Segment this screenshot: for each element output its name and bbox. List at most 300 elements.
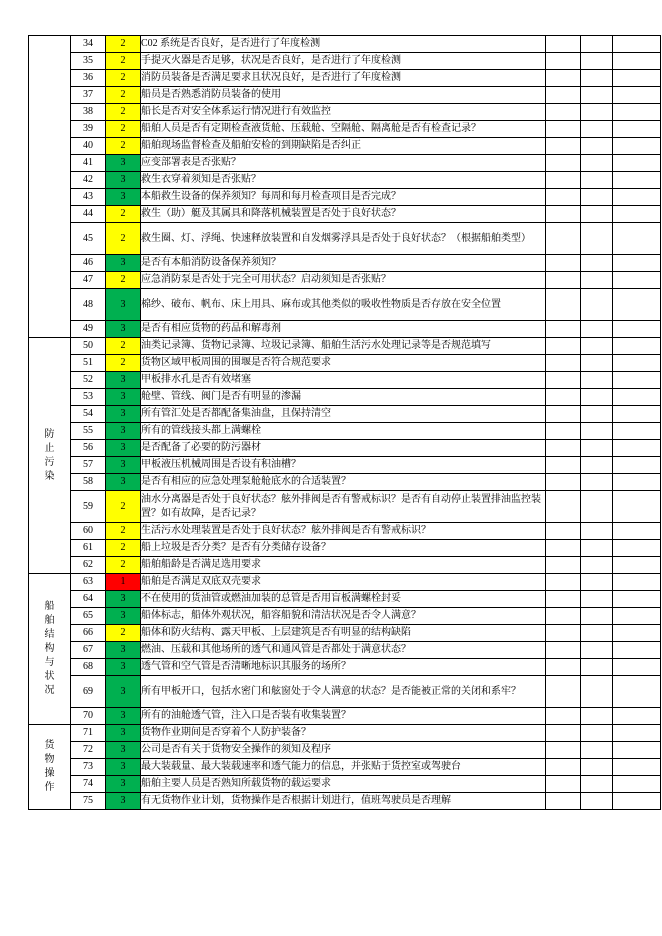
score-cell[interactable]: 2 xyxy=(106,338,141,355)
score-cell[interactable]: 3 xyxy=(106,676,141,708)
empty-cell-5[interactable] xyxy=(546,53,581,70)
empty-cell-5[interactable] xyxy=(546,423,581,440)
empty-cell-6[interactable] xyxy=(581,255,613,272)
empty-cell-7[interactable] xyxy=(613,591,661,608)
empty-cell-6[interactable] xyxy=(581,321,613,338)
empty-cell-6[interactable] xyxy=(581,206,613,223)
empty-cell-7[interactable] xyxy=(613,355,661,372)
empty-cell-6[interactable] xyxy=(581,742,613,759)
empty-cell-7[interactable] xyxy=(613,155,661,172)
empty-cell-5[interactable] xyxy=(546,725,581,742)
table-row[interactable] xyxy=(29,591,661,608)
table-row[interactable] xyxy=(29,423,661,440)
inspection-item-cell[interactable]: 透气管和空气管是否清晰地标识其服务的场所？ xyxy=(141,659,546,676)
empty-cell-5[interactable] xyxy=(546,776,581,793)
empty-cell-5[interactable] xyxy=(546,759,581,776)
empty-cell-6[interactable] xyxy=(581,474,613,491)
empty-cell-7[interactable] xyxy=(613,36,661,53)
inspection-item-cell[interactable]: 救生衣穿着须知是否张贴？ xyxy=(141,172,546,189)
score-cell[interactable]: 2 xyxy=(106,491,141,523)
score-cell[interactable]: 2 xyxy=(106,272,141,289)
category-label: 防止污染 xyxy=(44,428,55,482)
empty-cell-7[interactable] xyxy=(613,321,661,338)
empty-cell-6[interactable] xyxy=(581,104,613,121)
score-cell[interactable]: 2 xyxy=(106,121,141,138)
table-row[interactable] xyxy=(29,793,661,810)
score-cell[interactable]: 3 xyxy=(106,659,141,676)
table-row[interactable] xyxy=(29,372,661,389)
empty-cell-7[interactable] xyxy=(613,742,661,759)
empty-cell-6[interactable] xyxy=(581,36,613,53)
empty-cell-7[interactable] xyxy=(613,138,661,155)
row-number-cell[interactable]: 36 xyxy=(71,70,106,87)
empty-cell-7[interactable] xyxy=(613,457,661,474)
score-cell[interactable]: 2 xyxy=(106,36,141,53)
score-cell[interactable]: 3 xyxy=(106,591,141,608)
empty-cell-7[interactable] xyxy=(613,491,661,523)
table-row[interactable] xyxy=(29,742,661,759)
empty-cell-6[interactable] xyxy=(581,223,613,255)
empty-cell-6[interactable] xyxy=(581,725,613,742)
empty-cell-5[interactable] xyxy=(546,155,581,172)
empty-cell-6[interactable] xyxy=(581,355,613,372)
inspection-item-cell[interactable]: 货物作业期间是否穿着个人防护装备？ xyxy=(141,725,546,742)
empty-cell-7[interactable] xyxy=(613,53,661,70)
inspection-item-cell[interactable]: 舱壁、管线、阀门是否有明显的渗漏 xyxy=(141,389,546,406)
row-number-cell[interactable]: 65 xyxy=(71,608,106,625)
empty-cell-6[interactable] xyxy=(581,172,613,189)
row-number-cell[interactable]: 69 xyxy=(71,676,106,708)
empty-cell-6[interactable] xyxy=(581,557,613,574)
table-row[interactable] xyxy=(29,121,661,138)
inspection-item-cell[interactable]: 应急消防泵是否处于完全可用状态？启动须知是否张贴？ xyxy=(141,272,546,289)
table-row[interactable] xyxy=(29,540,661,557)
empty-cell-7[interactable] xyxy=(613,206,661,223)
empty-cell-7[interactable] xyxy=(613,87,661,104)
table-row[interactable] xyxy=(29,491,661,523)
empty-cell-6[interactable] xyxy=(581,776,613,793)
score-cell[interactable]: 3 xyxy=(106,742,141,759)
empty-cell-5[interactable] xyxy=(546,642,581,659)
empty-cell-7[interactable] xyxy=(613,372,661,389)
empty-cell-6[interactable] xyxy=(581,440,613,457)
row-number-cell[interactable]: 62 xyxy=(71,557,106,574)
empty-cell-7[interactable] xyxy=(613,272,661,289)
empty-cell-7[interactable] xyxy=(613,289,661,321)
row-number-cell[interactable]: 54 xyxy=(71,406,106,423)
empty-cell-5[interactable] xyxy=(546,440,581,457)
empty-cell-7[interactable] xyxy=(613,440,661,457)
empty-cell-5[interactable] xyxy=(546,574,581,591)
row-number-cell[interactable]: 57 xyxy=(71,457,106,474)
inspection-item-cell[interactable]: 是否配备了必要的防污器材 xyxy=(141,440,546,457)
inspection-item-cell[interactable]: 手提灭火器是否足够，状况是否良好，是否进行了年度检测 xyxy=(141,53,546,70)
inspection-item-cell[interactable]: 船舶主要人员是否熟知所载货物的载运要求 xyxy=(141,776,546,793)
empty-cell-6[interactable] xyxy=(581,625,613,642)
empty-cell-7[interactable] xyxy=(613,557,661,574)
table-row[interactable] xyxy=(29,155,661,172)
empty-cell-5[interactable] xyxy=(546,591,581,608)
empty-cell-6[interactable] xyxy=(581,121,613,138)
table-row[interactable] xyxy=(29,189,661,206)
score-cell[interactable]: 3 xyxy=(106,793,141,810)
row-number-cell[interactable]: 35 xyxy=(71,53,106,70)
empty-cell-7[interactable] xyxy=(613,104,661,121)
empty-cell-5[interactable] xyxy=(546,36,581,53)
inspection-item-cell[interactable]: 公司是否有关于货物安全操作的须知及程序 xyxy=(141,742,546,759)
empty-cell-6[interactable] xyxy=(581,87,613,104)
table-row[interactable] xyxy=(29,36,661,53)
row-number-cell[interactable]: 75 xyxy=(71,793,106,810)
score-cell[interactable]: 3 xyxy=(106,423,141,440)
inspection-item-cell[interactable]: 船体和防火结构、露天甲板、上层建筑是否有明显的结构缺陷 xyxy=(141,625,546,642)
inspection-item-cell[interactable]: 货物区域甲板周围的围堰是否符合规范要求 xyxy=(141,355,546,372)
table-row[interactable] xyxy=(29,389,661,406)
score-cell[interactable]: 3 xyxy=(106,708,141,725)
empty-cell-7[interactable] xyxy=(613,708,661,725)
score-cell[interactable]: 3 xyxy=(106,172,141,189)
row-number-cell[interactable]: 73 xyxy=(71,759,106,776)
empty-cell-6[interactable] xyxy=(581,406,613,423)
inspection-item-cell[interactable]: 甲板排水孔是否有效堵塞 xyxy=(141,372,546,389)
empty-cell-6[interactable] xyxy=(581,70,613,87)
table-row[interactable] xyxy=(29,321,661,338)
empty-cell-5[interactable] xyxy=(546,540,581,557)
score-cell[interactable]: 2 xyxy=(106,138,141,155)
table-row[interactable] xyxy=(29,70,661,87)
inspection-item-cell[interactable]: 所有管汇处是否都配备集油盘，且保持清空 xyxy=(141,406,546,423)
empty-cell-6[interactable] xyxy=(581,608,613,625)
empty-cell-7[interactable] xyxy=(613,389,661,406)
table-row[interactable] xyxy=(29,138,661,155)
empty-cell-5[interactable] xyxy=(546,793,581,810)
table-row[interactable] xyxy=(29,440,661,457)
empty-cell-5[interactable] xyxy=(546,272,581,289)
empty-cell-5[interactable] xyxy=(546,321,581,338)
table-row[interactable] xyxy=(29,223,661,255)
inspection-item-cell[interactable]: 船舶现场监督检查及船舶安检的到期缺陷是否纠正 xyxy=(141,138,546,155)
empty-cell-7[interactable] xyxy=(613,338,661,355)
inspection-item-cell[interactable]: 船体标志，船体外观状况，船容船貌和清洁状况是否令人满意？ xyxy=(141,608,546,625)
empty-cell-7[interactable] xyxy=(613,574,661,591)
inspection-item-cell[interactable]: 船舶是否满足双底双壳要求 xyxy=(141,574,546,591)
empty-cell-5[interactable] xyxy=(546,406,581,423)
inspection-item-cell[interactable]: 是否有相应的应急处理泵舱舱底水的合适装置？ xyxy=(141,474,546,491)
inspection-item-cell[interactable]: 油类记录簿、货物记录簿、垃圾记录簿、船舶生活污水处理记录等是否规范填写 xyxy=(141,338,546,355)
score-cell[interactable]: 2 xyxy=(106,53,141,70)
score-cell[interactable]: 1 xyxy=(106,574,141,591)
score-cell[interactable]: 2 xyxy=(106,540,141,557)
empty-cell-6[interactable] xyxy=(581,523,613,540)
empty-cell-7[interactable] xyxy=(613,676,661,708)
empty-cell-7[interactable] xyxy=(613,523,661,540)
row-number-cell[interactable]: 41 xyxy=(71,155,106,172)
score-cell[interactable]: 3 xyxy=(106,289,141,321)
category-cell[interactable] xyxy=(29,725,71,810)
empty-cell-5[interactable] xyxy=(546,172,581,189)
empty-cell-5[interactable] xyxy=(546,491,581,523)
empty-cell-6[interactable] xyxy=(581,457,613,474)
empty-cell-7[interactable] xyxy=(613,642,661,659)
table-row[interactable] xyxy=(29,474,661,491)
row-number-cell[interactable]: 55 xyxy=(71,423,106,440)
empty-cell-6[interactable] xyxy=(581,53,613,70)
inspection-item-cell[interactable]: 生活污水处理装置是否处于良好状态？舷外排阀是否有警戒标识？ xyxy=(141,523,546,540)
row-number-cell[interactable]: 71 xyxy=(71,725,106,742)
empty-cell-5[interactable] xyxy=(546,289,581,321)
score-cell[interactable]: 3 xyxy=(106,389,141,406)
empty-cell-7[interactable] xyxy=(613,255,661,272)
table-row[interactable] xyxy=(29,172,661,189)
empty-cell-5[interactable] xyxy=(546,557,581,574)
empty-cell-6[interactable] xyxy=(581,591,613,608)
score-cell[interactable]: 3 xyxy=(106,155,141,172)
row-number-cell[interactable]: 72 xyxy=(71,742,106,759)
empty-cell-5[interactable] xyxy=(546,138,581,155)
table-row[interactable] xyxy=(29,53,661,70)
inspection-item-cell[interactable]: 船舶船龄是否满足选用要求 xyxy=(141,557,546,574)
score-cell[interactable]: 2 xyxy=(106,557,141,574)
inspection-item-cell[interactable]: 有无货物作业计划，货物操作是否根据计划进行，值班驾驶员是否理解 xyxy=(141,793,546,810)
table-row[interactable] xyxy=(29,338,661,355)
empty-cell-7[interactable] xyxy=(613,659,661,676)
empty-cell-6[interactable] xyxy=(581,540,613,557)
empty-cell-6[interactable] xyxy=(581,289,613,321)
row-number-cell[interactable]: 68 xyxy=(71,659,106,676)
table-row[interactable] xyxy=(29,206,661,223)
empty-cell-6[interactable] xyxy=(581,574,613,591)
empty-cell-5[interactable] xyxy=(546,608,581,625)
table-row[interactable] xyxy=(29,255,661,272)
row-number-cell[interactable]: 70 xyxy=(71,708,106,725)
empty-cell-7[interactable] xyxy=(613,625,661,642)
score-cell[interactable]: 3 xyxy=(106,440,141,457)
inspection-item-cell[interactable]: 所有甲板开口，包括水密门和舷窗处于令人满意的状态？是否能被正常的关闭和系牢？ xyxy=(141,676,546,708)
empty-cell-7[interactable] xyxy=(613,189,661,206)
row-number-cell[interactable]: 60 xyxy=(71,523,106,540)
empty-cell-7[interactable] xyxy=(613,759,661,776)
row-number-cell[interactable]: 37 xyxy=(71,87,106,104)
inspection-item-cell[interactable]: 最大装载量、最大装载速率和透气能力的信息，并张贴于货控室或驾驶台 xyxy=(141,759,546,776)
table-row[interactable] xyxy=(29,676,661,708)
empty-cell-5[interactable] xyxy=(546,474,581,491)
inspection-item-cell[interactable]: 救生（助）艇及其属具和降落机械装置是否处于良好状态？ xyxy=(141,206,546,223)
empty-cell-5[interactable] xyxy=(546,659,581,676)
row-number-cell[interactable]: 53 xyxy=(71,389,106,406)
row-number-cell[interactable]: 46 xyxy=(71,255,106,272)
empty-cell-7[interactable] xyxy=(613,776,661,793)
empty-cell-6[interactable] xyxy=(581,423,613,440)
empty-cell-5[interactable] xyxy=(546,742,581,759)
inspection-item-cell[interactable]: 甲板液压机械周围是否设有积油槽？ xyxy=(141,457,546,474)
row-number-cell[interactable]: 49 xyxy=(71,321,106,338)
inspection-item-cell[interactable]: 所有的油舱透气管，注入口是否装有收集装置？ xyxy=(141,708,546,725)
table-row[interactable] xyxy=(29,272,661,289)
score-cell[interactable]: 3 xyxy=(106,776,141,793)
table-row[interactable] xyxy=(29,557,661,574)
empty-cell-5[interactable] xyxy=(546,338,581,355)
score-cell[interactable]: 3 xyxy=(106,759,141,776)
row-number-cell[interactable]: 58 xyxy=(71,474,106,491)
score-cell[interactable]: 2 xyxy=(106,70,141,87)
score-cell[interactable]: 3 xyxy=(106,406,141,423)
empty-cell-7[interactable] xyxy=(613,172,661,189)
table-row[interactable] xyxy=(29,289,661,321)
empty-cell-5[interactable] xyxy=(546,189,581,206)
table-row[interactable] xyxy=(29,87,661,104)
table-row[interactable] xyxy=(29,642,661,659)
empty-cell-7[interactable] xyxy=(613,70,661,87)
row-number-cell[interactable]: 38 xyxy=(71,104,106,121)
row-number-cell[interactable]: 40 xyxy=(71,138,106,155)
empty-cell-6[interactable] xyxy=(581,338,613,355)
score-cell[interactable]: 2 xyxy=(106,355,141,372)
inspection-item-cell[interactable]: 不在使用的货油管或燃油加装的总管是否用盲板满螺栓封妥 xyxy=(141,591,546,608)
row-number-cell[interactable]: 59 xyxy=(71,491,106,523)
row-number-cell[interactable]: 42 xyxy=(71,172,106,189)
row-number-cell[interactable]: 50 xyxy=(71,338,106,355)
row-number-cell[interactable]: 45 xyxy=(71,223,106,255)
empty-cell-6[interactable] xyxy=(581,189,613,206)
table-row[interactable] xyxy=(29,725,661,742)
empty-cell-6[interactable] xyxy=(581,759,613,776)
table-row[interactable] xyxy=(29,776,661,793)
empty-cell-7[interactable] xyxy=(613,608,661,625)
empty-cell-5[interactable] xyxy=(546,523,581,540)
score-cell[interactable]: 3 xyxy=(106,457,141,474)
row-number-cell[interactable]: 48 xyxy=(71,289,106,321)
category-cell-blank[interactable] xyxy=(29,36,71,338)
row-number-cell[interactable]: 47 xyxy=(71,272,106,289)
table-row[interactable] xyxy=(29,574,661,591)
empty-cell-6[interactable] xyxy=(581,642,613,659)
inspection-item-cell[interactable]: C02 系统是否良好，是否进行了年度检测 xyxy=(141,36,546,53)
empty-cell-6[interactable] xyxy=(581,676,613,708)
inspection-item-cell[interactable]: 船长是否对安全体系运行情况进行有效监控 xyxy=(141,104,546,121)
row-number-cell[interactable]: 56 xyxy=(71,440,106,457)
inspection-item-cell[interactable]: 救生圈、灯、浮绳、快速释放装置和自发烟雾浮具是否处于良好状态？（根据船舶类型） xyxy=(141,223,546,255)
score-cell[interactable]: 2 xyxy=(106,206,141,223)
empty-cell-5[interactable] xyxy=(546,223,581,255)
table-row[interactable] xyxy=(29,608,661,625)
empty-cell-7[interactable] xyxy=(613,423,661,440)
score-cell[interactable]: 3 xyxy=(106,321,141,338)
table-row[interactable] xyxy=(29,104,661,121)
inspection-item-cell[interactable]: 船员是否熟悉消防员装备的使用 xyxy=(141,87,546,104)
empty-cell-6[interactable] xyxy=(581,272,613,289)
empty-cell-5[interactable] xyxy=(546,676,581,708)
score-cell[interactable]: 2 xyxy=(106,104,141,121)
score-cell[interactable]: 3 xyxy=(106,474,141,491)
table-row[interactable] xyxy=(29,406,661,423)
score-cell[interactable]: 2 xyxy=(106,87,141,104)
score-cell[interactable]: 3 xyxy=(106,189,141,206)
row-number-cell[interactable]: 66 xyxy=(71,625,106,642)
score-cell[interactable]: 3 xyxy=(106,372,141,389)
score-cell[interactable]: 3 xyxy=(106,642,141,659)
empty-cell-6[interactable] xyxy=(581,138,613,155)
inspection-item-cell[interactable]: 船舶人员是否有定期检查液货舱、压载舱、空隔舱、隔离舱是否有检查记录？ xyxy=(141,121,546,138)
empty-cell-5[interactable] xyxy=(546,625,581,642)
table-row[interactable] xyxy=(29,759,661,776)
table-row[interactable] xyxy=(29,708,661,725)
empty-cell-5[interactable] xyxy=(546,87,581,104)
inspection-item-cell[interactable]: 本船救生设备的保养须知？每周和每月检查项目是否完成？ xyxy=(141,189,546,206)
empty-cell-5[interactable] xyxy=(546,708,581,725)
empty-cell-5[interactable] xyxy=(546,355,581,372)
empty-cell-7[interactable] xyxy=(613,793,661,810)
row-number-cell[interactable]: 34 xyxy=(71,36,106,53)
score-cell[interactable]: 2 xyxy=(106,523,141,540)
empty-cell-6[interactable] xyxy=(581,389,613,406)
row-number-cell[interactable]: 74 xyxy=(71,776,106,793)
inspection-item-cell[interactable]: 是否有相应货物的药品和解毒剂 xyxy=(141,321,546,338)
score-cell[interactable]: 3 xyxy=(106,255,141,272)
empty-cell-6[interactable] xyxy=(581,155,613,172)
empty-cell-6[interactable] xyxy=(581,659,613,676)
empty-cell-5[interactable] xyxy=(546,104,581,121)
inspection-item-cell[interactable]: 是否有本船消防设备保养须知？ xyxy=(141,255,546,272)
row-number-cell[interactable]: 51 xyxy=(71,355,106,372)
score-cell[interactable]: 2 xyxy=(106,223,141,255)
table-row[interactable] xyxy=(29,659,661,676)
row-number-cell[interactable]: 52 xyxy=(71,372,106,389)
score-cell[interactable]: 3 xyxy=(106,608,141,625)
inspection-item-cell[interactable]: 船上垃圾是否分类？是否有分类储存设备？ xyxy=(141,540,546,557)
score-cell[interactable]: 3 xyxy=(106,725,141,742)
empty-cell-6[interactable] xyxy=(581,708,613,725)
row-number-cell[interactable]: 39 xyxy=(71,121,106,138)
row-number-cell[interactable]: 64 xyxy=(71,591,106,608)
empty-cell-5[interactable] xyxy=(546,70,581,87)
inspection-item-cell[interactable]: 棉纱、破布、帆布、床上用具、麻布或其他类似的吸收性物质是否存放在安全位置 xyxy=(141,289,546,321)
empty-cell-6[interactable] xyxy=(581,491,613,523)
empty-cell-5[interactable] xyxy=(546,121,581,138)
empty-cell-7[interactable] xyxy=(613,725,661,742)
empty-cell-5[interactable] xyxy=(546,457,581,474)
empty-cell-5[interactable] xyxy=(546,255,581,272)
table-row[interactable] xyxy=(29,457,661,474)
inspection-item-cell[interactable]: 油水分离器是否处于良好状态？舷外排阀是否有警戒标识？是否有自动停止装置排油监控装置？如有故障，是否记录？ xyxy=(141,491,546,523)
empty-cell-5[interactable] xyxy=(546,206,581,223)
row-number-cell[interactable]: 63 xyxy=(71,574,106,591)
empty-cell-7[interactable] xyxy=(613,474,661,491)
table-row[interactable] xyxy=(29,355,661,372)
empty-cell-5[interactable] xyxy=(546,372,581,389)
category-cell[interactable] xyxy=(29,574,71,725)
row-number-cell[interactable]: 61 xyxy=(71,540,106,557)
empty-cell-7[interactable] xyxy=(613,121,661,138)
empty-cell-7[interactable] xyxy=(613,223,661,255)
category-cell[interactable] xyxy=(29,338,71,574)
inspection-item-cell[interactable]: 燃油、压载和其他场所的透气和通风管是否都处于满意状态？ xyxy=(141,642,546,659)
score-cell[interactable]: 2 xyxy=(106,625,141,642)
inspection-item-cell[interactable]: 消防员装备是否满足要求且状况良好，是否进行了年度检测 xyxy=(141,70,546,87)
inspection-item-cell[interactable]: 应变部署表是否张贴？ xyxy=(141,155,546,172)
empty-cell-7[interactable] xyxy=(613,406,661,423)
row-number-cell[interactable]: 44 xyxy=(71,206,106,223)
empty-cell-6[interactable] xyxy=(581,372,613,389)
table-row[interactable] xyxy=(29,625,661,642)
row-number-cell[interactable]: 67 xyxy=(71,642,106,659)
inspection-item-cell[interactable]: 所有的管线接头都上满螺栓 xyxy=(141,423,546,440)
empty-cell-6[interactable] xyxy=(581,793,613,810)
empty-cell-5[interactable] xyxy=(546,389,581,406)
row-number-cell[interactable]: 43 xyxy=(71,189,106,206)
table-row[interactable] xyxy=(29,523,661,540)
category-label: 货物操作 xyxy=(44,740,55,793)
empty-cell-7[interactable] xyxy=(613,540,661,557)
